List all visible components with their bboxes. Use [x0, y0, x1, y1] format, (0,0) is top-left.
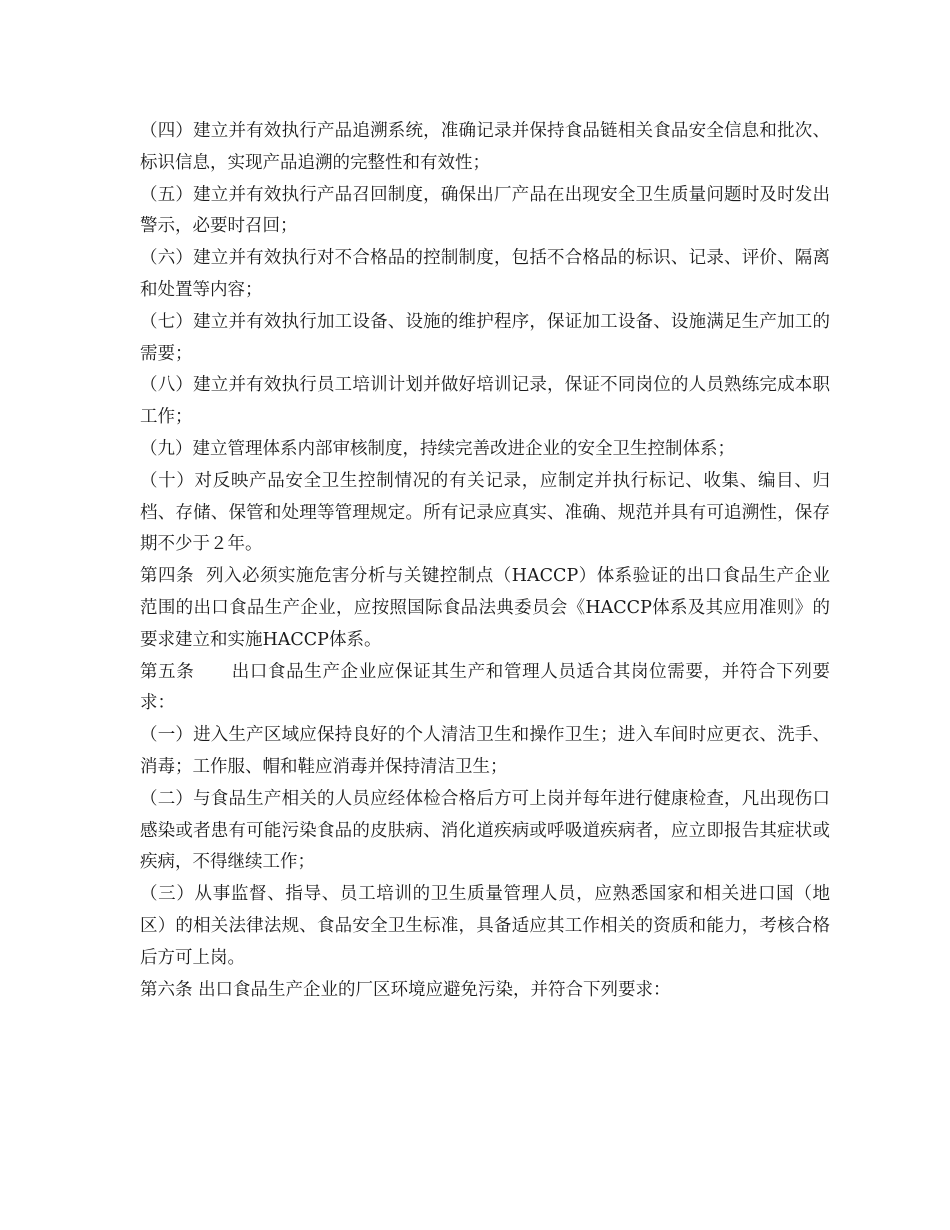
article-6: 第六条 出口食品生产企业的厂区环境应避免污染，并符合下列要求： [140, 979, 671, 1000]
paragraph-item-5: （五）建立并有效执行产品召回制度，确保出厂产品在出现安全卫生质量问题时及时发出警示，必要时召回； [140, 184, 830, 237]
document-body [140, 116, 830, 1006]
paragraph-item-10: （十）对反映产品安全卫生控制情况的有关记录，应制定并执行标记、收集、编目、归档、存储、保管和处理等管理规定。所有记录应真实、准确、规范并具有可追溯性，保存期不少于２年。 [140, 470, 830, 555]
article-5-item-3: （三）从事监督、指导、员工培训的卫生质量管理人员，应熟悉国家和相关进口国（地区）的相关法律法规、食品安全卫生标准，具备适应其工作相关的资质和能力，考核合格后方可上岗。 [140, 884, 830, 968]
article-5: 第五条 出口食品生产企业应保证其生产和管理人员适合其岗位需要，并符合下列要求： [140, 661, 830, 714]
article-5-item-1: （一）进入生产区域应保持良好的个人清洁卫生和操作卫生；进入车间时应更衣、洗手、消毒；工作服、帽和鞋应消毒并保持清洁卫生； [140, 725, 830, 777]
paragraph-item-9: （九）建立管理体系内部审核制度，持续完善改进企业的安全卫生控制体系； [140, 438, 735, 459]
paragraph-item-4: （四）建立并有效执行产品追溯系统，准确记录并保持食品链相关食品安全信息和批次、标识信息，实现产品追溯的完整性和有效性； [140, 121, 830, 173]
article-4: 第四条 列入必须实施危害分析与关键控制点（HACCP）体系验证的出口食品生产企业范围的出口食品生产企业，应按照国际食品法典委员会《HACCP体系及其应用准则》的要求建立和实施HACCP体系。 [140, 566, 830, 650]
article-5-item-2: （二）与食品生产相关的人员应经体检合格后方可上岗并每年进行健康检查，凡出现伤口感染或者患有可能污染食品的皮肤病、消化道疾病或呼吸道疾病者，应立即报告其症状或疾病，不得继续工作； [140, 788, 830, 873]
paragraph-item-6: （六）建立并有效执行对不合格品的控制制度，包括不合格品的标识、记录、评价、隔离和处置等内容； [140, 248, 830, 300]
paragraph-item-8: （八）建立并有效执行员工培训计划并做好培训记录，保证不同岗位的人员熟练完成本职工作； [140, 375, 830, 428]
paragraph-item-7: （七）建立并有效执行加工设备、设施的维护程序，保证加工设备、设施满足生产加工的需要； [140, 311, 830, 364]
